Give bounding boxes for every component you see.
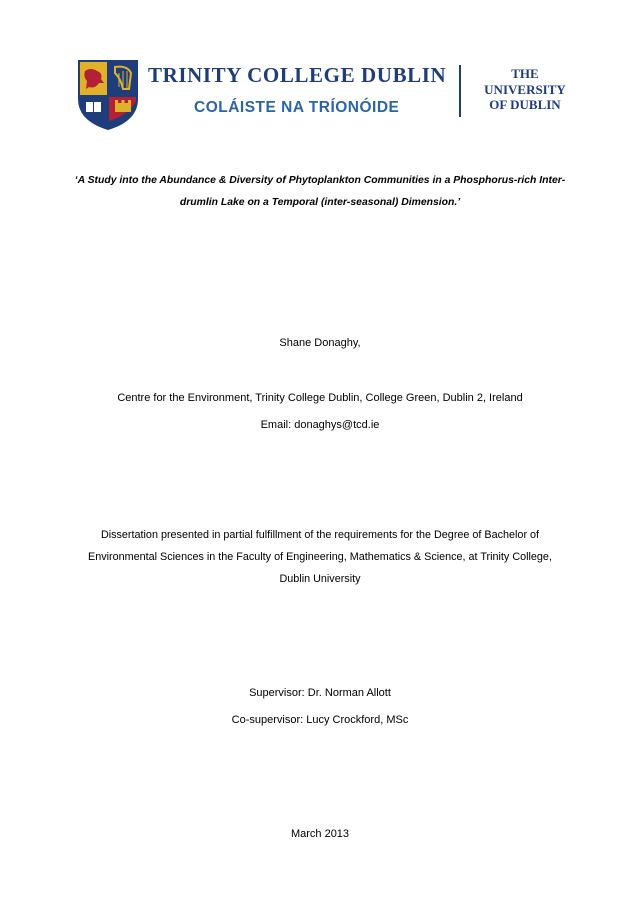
thesis-title-line: ‘A Study into the Abundance & Diversity of Phytoplankton Communities in a Phosphorus-rich Inter- — [74, 175, 566, 186]
university-name — [470, 66, 580, 113]
submission-date: March 2013 — [290, 828, 350, 840]
dissertation-line: Dissertation presented in partial fulfillment of the requirements for the Degree of Bachelor of — [100, 529, 540, 541]
institution-name-english: TRINITY COLLEGE DUBLIN — [148, 63, 447, 87]
author-email: Email: donaghys@tcd.ie — [260, 419, 380, 431]
university-line: THE — [511, 66, 539, 81]
author-affiliation: Centre for the Environment, Trinity College Dublin, College Green, Dublin 2, Ireland — [117, 392, 523, 404]
logo-divider — [459, 65, 461, 117]
thesis-title-line: drumlin Lake on a Temporal (inter-seasonal) Dimension.’ — [179, 197, 461, 208]
co-supervisor: Co-supervisor: Lucy Crockford, MSc — [231, 714, 409, 726]
thesis-title — [60, 170, 580, 214]
university-line: OF DUBLIN — [489, 97, 561, 112]
author-name: Shane Donaghy, — [279, 337, 361, 349]
header-logo — [77, 57, 577, 135]
dissertation-line: Dublin University — [279, 573, 361, 585]
supervisor: Supervisor: Dr. Norman Allott — [249, 687, 391, 699]
dissertation-line: Environmental Sciences in the Faculty of Engineering, Mathematics & Science, at Trinity College, — [88, 551, 552, 563]
institution-name-irish: COLÁISTE NA TRÍONÓIDE — [194, 99, 400, 116]
university-line: UNIVERSITY — [484, 81, 566, 97]
university-crest-icon — [77, 59, 139, 131]
dissertation-statement — [60, 524, 580, 590]
